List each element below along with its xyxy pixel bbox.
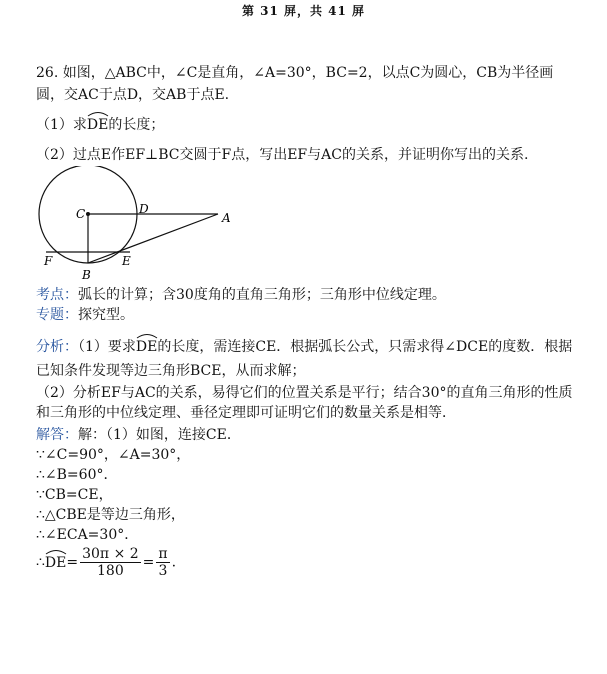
question-1 — [36, 116, 164, 134]
fenxi-suffix: 的长度，需连接CE．根据弧长公式，只需求得∠DCE的度数．根据 — [157, 339, 573, 355]
arc-mark-icon — [87, 111, 109, 117]
step-1: ∵∠C=90°，∠A=30°， — [36, 447, 191, 463]
fenxi-line-2: 已知条件发现等边三角形BCE，从而求解； — [36, 363, 306, 379]
step6-equals: = — [66, 554, 79, 571]
jieda-text: 解：（1）如图，连接CE． — [78, 427, 241, 443]
problem-line-2: 圆，交AC于点D，交AB于点E. — [36, 87, 230, 103]
label-b: B — [82, 268, 91, 282]
zhuanti-text: 探究型。 — [78, 307, 134, 323]
question-2: （2）过点E作EF⊥BC交圆于F点，写出EF与AC的关系，并证明你写出的关系. — [36, 147, 529, 163]
problem-line-1: 26. 如图，△ABC中，∠C是直角，∠A=30°，BC=2，以点C为圆心，CB为半径画 — [36, 65, 554, 81]
fenxi-arc-text: DE — [135, 339, 158, 355]
fraction-1 — [80, 546, 141, 579]
step-4: ∴△CBE是等边三角形， — [36, 507, 185, 523]
q1-suffix: 的长度； — [108, 117, 165, 133]
label-d: D — [139, 202, 149, 216]
fenxi-arc — [136, 338, 157, 356]
center-point — [86, 212, 90, 216]
label-f: F — [44, 254, 53, 268]
fenxi-label: 分析： — [36, 339, 78, 355]
arc-mark-icon — [45, 549, 67, 555]
step6-arc — [45, 554, 66, 572]
step-5: ∴∠ECA=30°． — [36, 527, 139, 543]
step6-prefix: ∴ — [36, 554, 45, 571]
zhuanti-line — [36, 306, 134, 324]
arc-mark-icon — [136, 333, 158, 339]
kaodian-text: 弧长的计算；含30度角的直角三角形；三角形中位线定理。 — [78, 287, 446, 303]
segment-ab — [88, 214, 218, 263]
fraction-1-numerator: 30π × 2 — [82, 546, 139, 562]
step-6-formula — [36, 546, 176, 579]
fenxi-line-3: （2）分析EF与AC的关系，易得它们的位置关系是平行；结合30°的直角三角形的性质 — [36, 385, 573, 401]
zhuanti-label: 专题： — [36, 307, 78, 323]
label-e: E — [122, 254, 131, 268]
step-2: ∴∠B=60°． — [36, 467, 118, 483]
geometry-figure — [30, 166, 250, 286]
q1-prefix: （1）求 — [36, 117, 87, 133]
step6-arc-text: DE — [44, 554, 67, 571]
q1-arc-text: DE — [86, 117, 109, 133]
step6-equals-2: = — [142, 554, 155, 571]
fenxi-line-4: 和三角形的中位线定理、垂径定理即可证明它们的数量关系是相等． — [36, 405, 456, 421]
page-header: 第 31 屏，共 41 屏 — [241, 4, 366, 18]
fraction-2-denominator: 3 — [158, 563, 168, 579]
kaodian-line — [36, 286, 446, 304]
fraction-1-denominator: 180 — [97, 563, 124, 579]
step-3: ∵CB=CE， — [36, 487, 113, 503]
kaodian-label: 考点： — [36, 287, 78, 303]
q1-arc — [87, 116, 108, 134]
step6-period: . — [171, 554, 177, 571]
label-a: A — [222, 211, 231, 225]
fenxi-line-1 — [36, 338, 572, 356]
jieda-label: 解答： — [36, 427, 78, 443]
fraction-2 — [156, 546, 169, 579]
jieda-line — [36, 426, 241, 444]
fraction-2-numerator: π — [158, 546, 168, 562]
fenxi-prefix: （1）要求 — [78, 339, 136, 355]
label-c: C — [76, 207, 86, 221]
